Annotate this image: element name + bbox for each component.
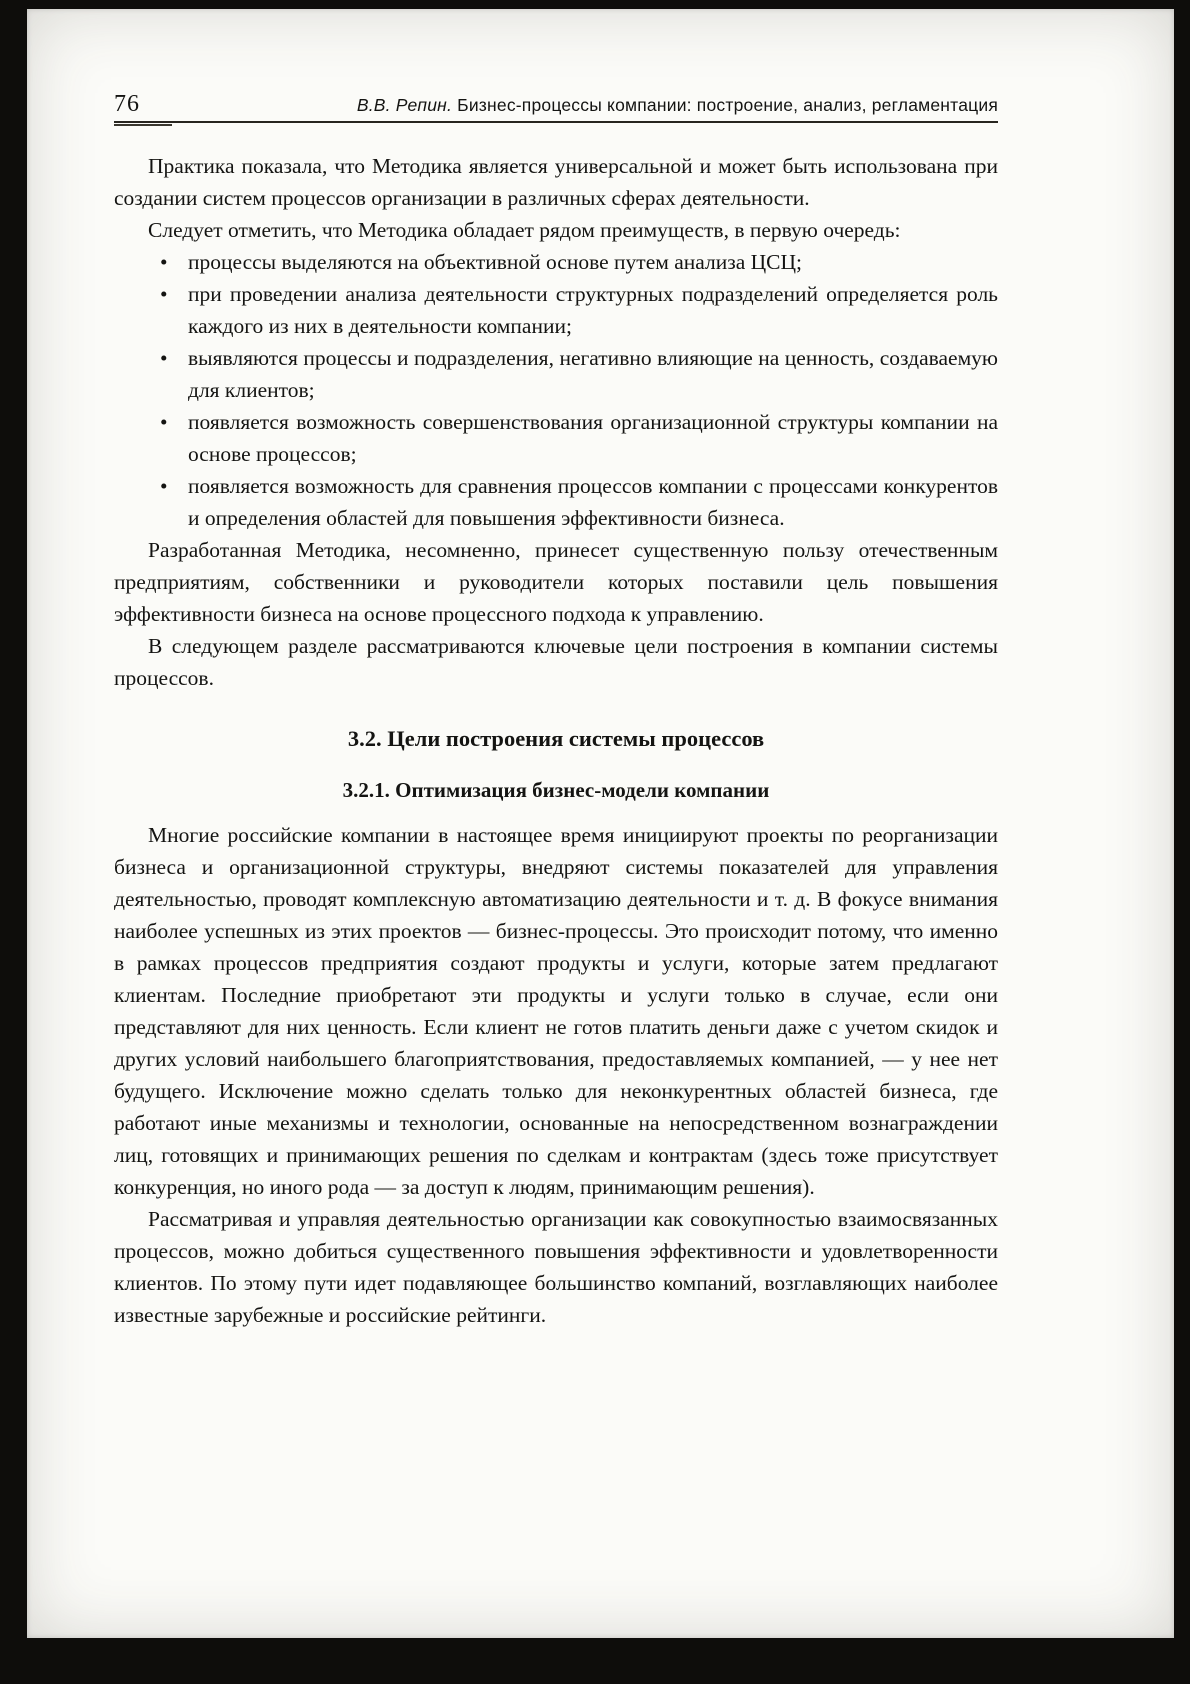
running-title-text: Бизнес-процессы компании: построение, анализ, регламентация [457, 95, 998, 115]
page-content [114, 91, 998, 1331]
running-title [357, 95, 998, 116]
list-item: • появляется возможность для сравнения процессов компании с процессами конкурентов и определения областей для повышения эффективности бизнеса. [188, 470, 998, 534]
list-item: • появляется возможность совершенствования организационной структуры компании на основе процессов; [188, 406, 998, 470]
paragraph: Практика показала, что Методика является универсальной и может быть использована при создании систем процессов организации в различных сферах деятельности. [114, 154, 998, 210]
paragraph: Рассматривая и управляя деятельностью организации как совокупностью взаимосвязанных процессов, можно добиться существенного повышения эффективности и удовлетворенности клиентов. По этому пути идет подавляющее большинство компаний, возглавляющих наиболее известные зарубежные и российские рейтинги. [114, 1207, 998, 1327]
paragraph: Многие российские компании в настоящее время инициируют проекты по реорганизации бизнеса и организационной структуры, внедряют системы показателей для управления деятельностью, проводят комплексную автоматизацию деятельности и т. д. В фокусе внимания наиболее успешных из этих проектов — бизнес-процессы. Это происходит потому, что именно в рамках процессов предприятия создают продукты и услуги, которые затем предлагают клиентам. Последние приобретают эти продукты и услуги только в случае, если они представляют для них ценность. Если клиент не готов платить деньги даже с учетом скидок и других условий наибольшего благоприятствования, предоставляемых компанией, — у нее нет будущего. Исключение можно сделать только для неконкурентных областей бизнеса, где работают иные механизмы и технологии, основанные на непосредственном вознаграждении лиц, готовящих и принимающих решения по сделкам и контрактам (здесь тоже присутствует конкуренция, но иного рода — за доступ к людям, принимающим решения). [114, 823, 998, 1199]
list-item: • выявляются процессы и подразделения, негативно влияющие на ценность, создаваемую для клиентов; [188, 342, 998, 406]
paragraph: Следует отметить, что Методика обладает рядом преимуществ, в первую очередь: [148, 218, 901, 242]
page-header [114, 91, 998, 118]
advantages-list [114, 246, 998, 534]
paper-sheet [27, 9, 1174, 1638]
list-item: • процессы выделяются на объективной основе путем анализа ЦСЦ; [188, 246, 998, 278]
list-item: • при проведении анализа деятельности структурных подразделений определяется роль каждого из них в деятельности компании; [188, 278, 998, 342]
subsection-heading: 3.2.1. Оптимизация бизнес-модели компании [342, 778, 770, 802]
header-rule [114, 121, 998, 123]
running-title-author: В.В. Репин. [356, 95, 453, 115]
page-number: 76 [114, 91, 140, 117]
body-text [114, 150, 998, 1331]
page-number-underline [114, 124, 172, 126]
paragraph: Разработанная Методика, несомненно, принесет существенную пользу отечественным предприятиям, собственники и руководители которых поставили цель повышения эффективности бизнеса на основе процессного подхода к управлению. [114, 538, 998, 626]
section-heading: 3.2. Цели построения системы процессов [347, 726, 765, 751]
paragraph: В следующем разделе рассматриваются ключевые цели построения в компании системы процессов. [114, 634, 998, 690]
